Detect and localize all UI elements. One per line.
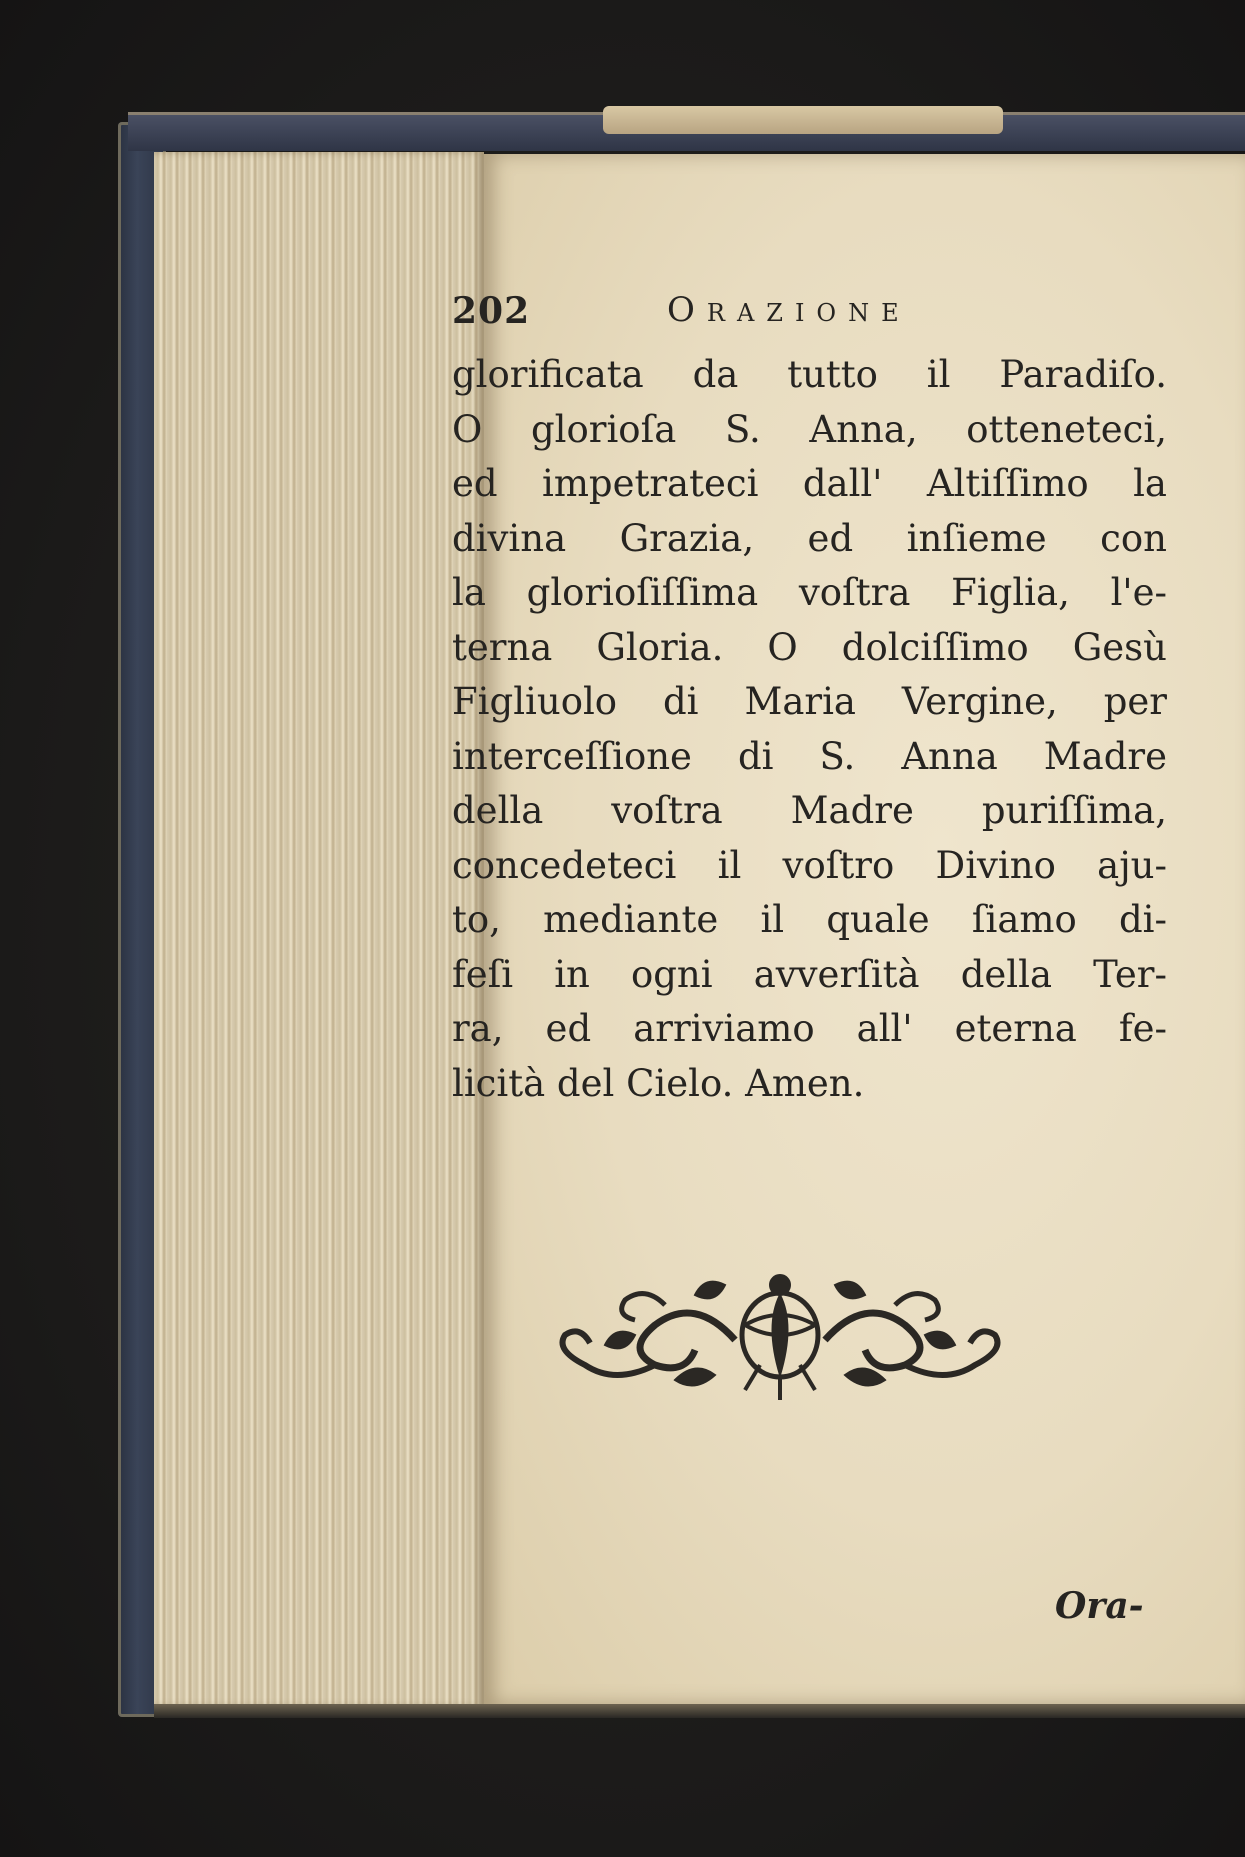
running-head: Orazione bbox=[667, 290, 911, 330]
page-edges bbox=[154, 152, 484, 1707]
text-line: divina Grazia, ed inſieme con bbox=[452, 516, 1167, 560]
text-line: licità del Cielo. Amen. bbox=[452, 1061, 865, 1105]
text-line: O glorioſa S. Anna, otteneteci, bbox=[452, 407, 1167, 451]
page-number: 202 bbox=[452, 290, 531, 332]
text-line: feſi in ogni avverſità della Ter- bbox=[452, 952, 1167, 996]
text-line: interceſſione di S. Anna Madre bbox=[452, 734, 1167, 778]
text-line: ra, ed arriviamo all' eterna fe- bbox=[452, 1007, 1167, 1050]
page-text bbox=[452, 290, 1172, 1111]
text-line: glorificata da tutto il Paradiſo. bbox=[452, 353, 1167, 396]
text-line: concedeteci il voſtro Divino aju- bbox=[452, 843, 1167, 887]
page-bottom-shadow bbox=[154, 1704, 1245, 1718]
catchword: Ora- bbox=[1055, 1585, 1144, 1627]
text-line: della voſtra Madre puriſſima, bbox=[452, 789, 1167, 832]
book-clasp bbox=[603, 106, 1003, 134]
floral-ornament-icon bbox=[545, 1265, 1015, 1405]
text-line: Figliuolo di Maria Vergine, per bbox=[452, 680, 1167, 723]
text-line: to, mediante il quale ſiamo di- bbox=[452, 898, 1167, 941]
text-line: terna Gloria. O dolciſſimo Gesù bbox=[452, 625, 1167, 669]
text-line: la glorioſiſſima voſtra Figlia, l'e- bbox=[452, 571, 1167, 614]
page-header bbox=[452, 290, 1172, 348]
text-line: ed impetrateci dall' Altiſſimo la bbox=[452, 462, 1167, 505]
